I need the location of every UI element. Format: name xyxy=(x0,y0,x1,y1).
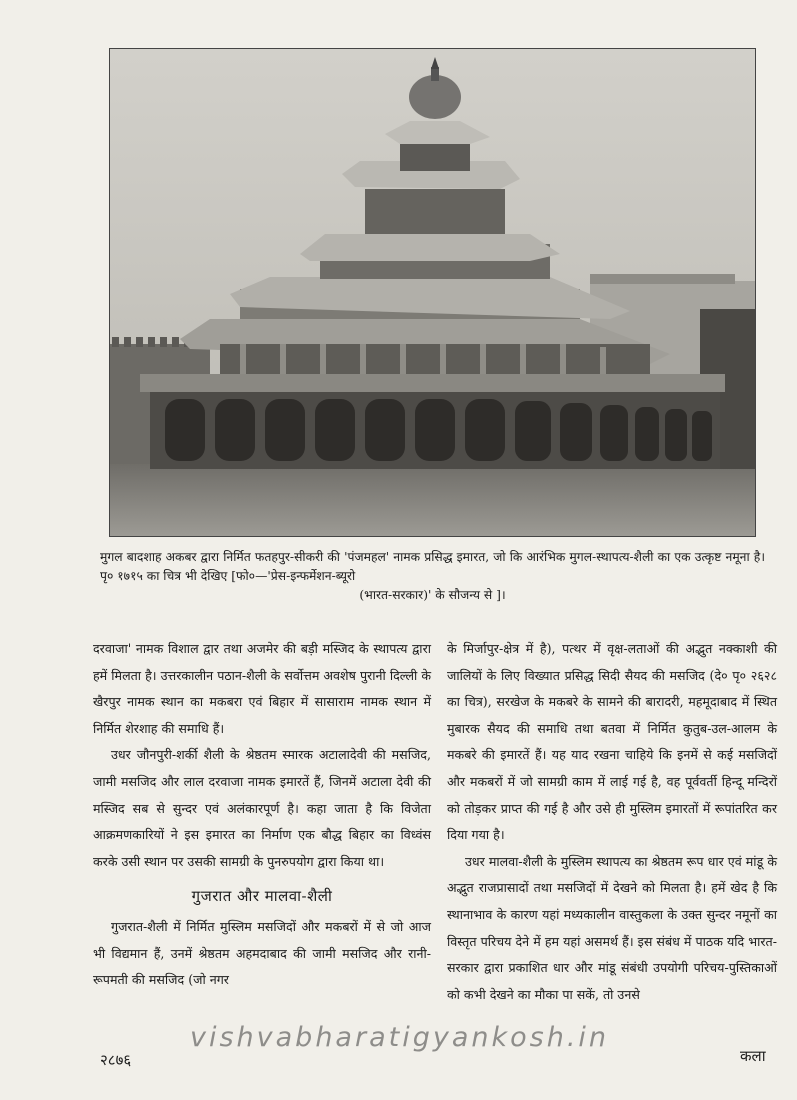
left-paragraph-1: दरवाजा' नामक विशाल द्वार तथा अजमेर की बड़ी मस्जिद के स्थापत्य द्वारा हमें मिलता है। उत्तरकालीन पठान-शैली के सर्वोत्तम अवशेष पुरानी दिल्ली के खैरपुर नामक स्थान का मकबरा एवं बिहार में सासाराम नामक स्थान में निर्मित शेरशाह की समाधि हैं। xyxy=(93,641,431,736)
left-column xyxy=(93,636,431,994)
left-paragraph-3: गुजरात-शैली में निर्मित मुस्लिम मसजिदों और मकबरों में से जो आज भी विद्यमान हैं, उनमें श्रेष्ठतम अहमदाबाद की जामी मसजिद और रानी-रूपमती की मसजिद (जो नगर xyxy=(93,918,431,988)
right-paragraph-1: के मिर्जापुर-क्षेत्र में है), पत्थर में वृक्ष-लताओं की अद्भुत नक्काशी की जालियों के लिए विख्यात प्रसिद्ध सिदी सैयद की मसजिद (दे० पृ० २६२८ का चित्र), सरखेज के मकबरे के सामने की बारादरी, महमूदाबाद में स्थित मुबारक सैयद की समाधि तथा बतवा में निर्मित कुतुब-उल-आलम के मकबरे की इमारतें हैं। यह याद रखना चाहिये कि इनमें से कई मसजिदों और मकबरों में जो सामग्री काम में लाई गई है, वह पूर्ववर्ती हिन्दू मन्दिरों को तोड़कर प्राप्त की गई है और उसे ही मुस्लिम इमारतों में रूपांतरित कर दिया गया है। xyxy=(447,641,777,843)
watermark: vishvabharatigyankosh.in xyxy=(190,1022,610,1053)
panch-mahal-photo xyxy=(109,48,756,537)
page-number: २८७६ xyxy=(100,1051,132,1069)
photo-caption xyxy=(100,548,765,605)
caption-line-2: (भारत-सरकार)' के सौजन्य से ]। xyxy=(359,588,506,602)
section-label: कला xyxy=(740,1047,766,1065)
left-paragraph-2: उधर जौनपुरी-शर्की शैली के श्रेष्ठतम स्मारक अटालादेवी की मसजिद, जामी मसजिद और लाल दरवाजा नामक इमारतें हैं, जिनमें अटाला देवी की मस्जिद सब से सुन्दर एवं अलंकारपूर्ण है। कहा जाता है कि विजेता आक्रमणकारियों ने इस इमारत का निर्माण एक बौद्ध बिहार का विध्वंस करके उसी स्थान पर उसकी सामग्री के पुनरुपयोग द्वारा किया था। xyxy=(93,747,431,869)
right-paragraph-2: उधर मालवा-शैली के मुस्लिम स्थापत्य का श्रेष्ठतम रूप धार एवं मांडू के अद्भुत राजप्रासादों तथा मसजिदों में देखने को मिलता है। हमें खेद है कि स्थानाभाव के कारण यहां मध्यकालीन वास्तुकला के उक्त सुन्दर नमूनों का विस्तृत परिचय देने में हम यहां असमर्थ हैं। इस संबंध में पाठक यदि भारत-सरकार द्वारा प्रकाशित धार और मांडू संबंधी उपयोगी परिचय-पुस्तिकाओं को कभी देखने का मौका पा सकें, तो उनसे xyxy=(447,853,777,1002)
caption-line-1: मुगल बादशाह अकबर द्वारा निर्मित फतहपुर-सीकरी की 'पंजमहल' नामक प्रसिद्ध इमारत, जो कि आरंभिक मुगल-स्थापत्य-शैली का एक उत्कृष्ट नमूना है। पृ० १७१५ का चित्र भी देखिए [फो०—'प्रेस-इन्फर्मेशन-ब्यूरो xyxy=(100,550,765,583)
section-heading: गुजरात और मालवा-शैली xyxy=(191,887,333,906)
panch-mahal-illustration xyxy=(110,49,755,536)
right-column xyxy=(447,636,777,1008)
